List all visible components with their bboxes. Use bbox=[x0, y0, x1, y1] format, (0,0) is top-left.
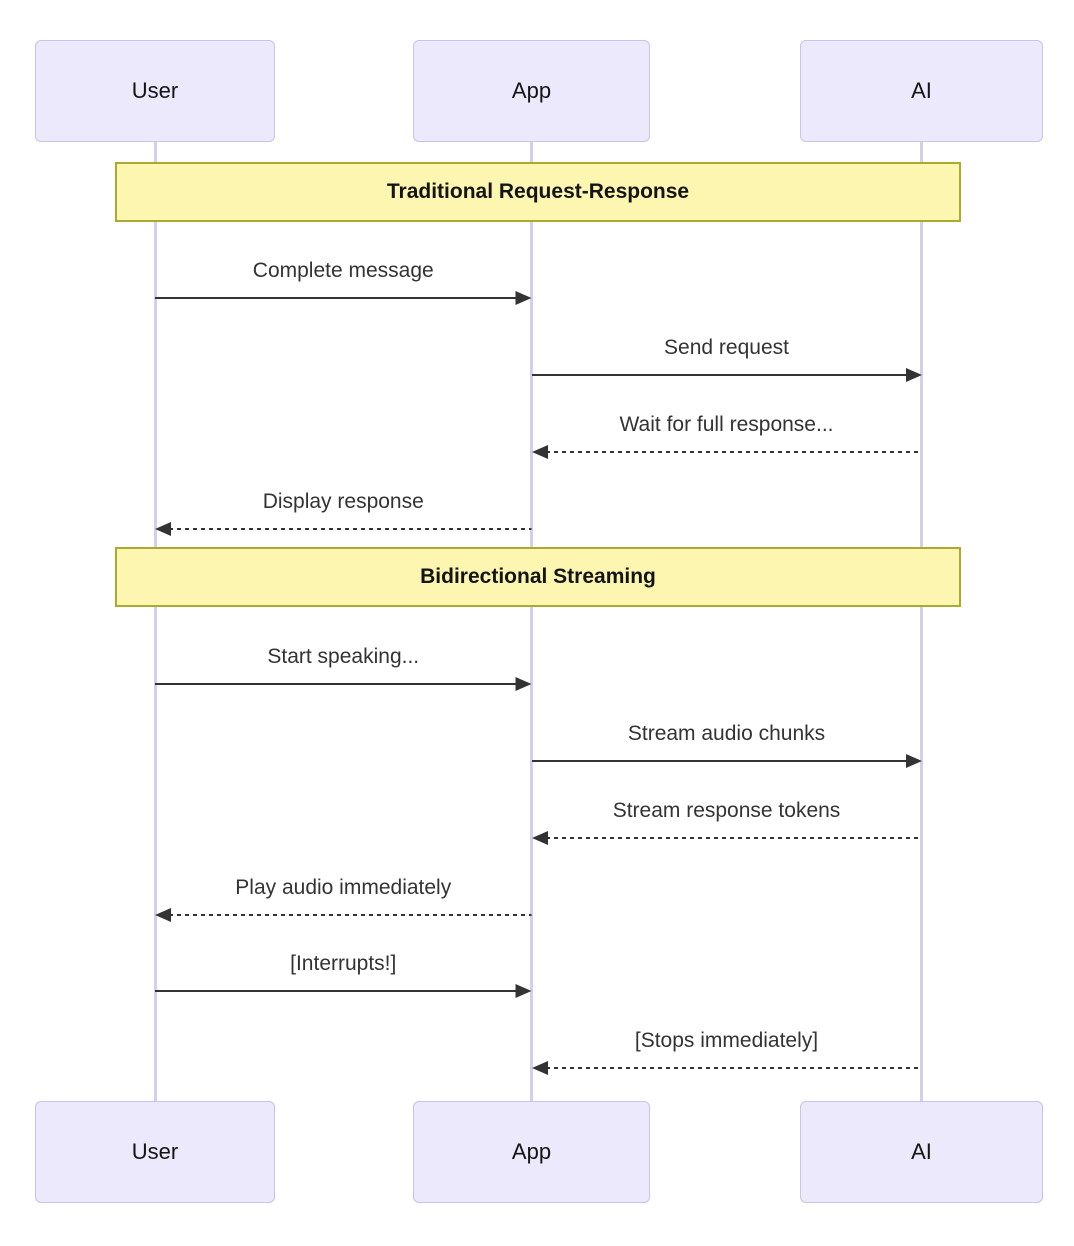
message-label: Display response bbox=[262, 490, 424, 513]
section-banner-1 bbox=[115, 547, 961, 607]
message-row bbox=[155, 485, 532, 539]
message-label: Stream audio chunks bbox=[627, 722, 826, 745]
message-row bbox=[532, 1024, 922, 1078]
actor-label: AI bbox=[911, 1139, 932, 1164]
message-row bbox=[155, 254, 532, 308]
message-row bbox=[155, 947, 532, 1001]
message-arrow-solid bbox=[532, 752, 922, 770]
actor-box-bottom-ai bbox=[800, 1101, 1043, 1203]
message-label: Play audio immediately bbox=[235, 876, 452, 899]
message-arrow-solid bbox=[155, 289, 532, 307]
message-row bbox=[532, 331, 922, 385]
message-label: Wait for full response... bbox=[619, 413, 834, 436]
message-row bbox=[532, 794, 922, 848]
actor-box-top-app bbox=[413, 40, 650, 142]
message-label: Stream response tokens bbox=[612, 799, 841, 822]
message-arrow-dashed bbox=[155, 520, 532, 538]
actor-box-top-ai bbox=[800, 40, 1043, 142]
message-label: Complete message bbox=[252, 259, 434, 282]
section-banner-label: Bidirectional Streaming bbox=[420, 565, 656, 588]
message-arrow-solid bbox=[155, 982, 532, 1000]
message-arrow-dashed bbox=[532, 443, 922, 461]
actor-label: User bbox=[131, 1139, 179, 1164]
message-row bbox=[155, 871, 532, 925]
actor-box-bottom-user bbox=[35, 1101, 275, 1203]
actor-box-top-user bbox=[35, 40, 275, 142]
lifeline-ai bbox=[920, 142, 923, 1101]
actor-label: User bbox=[131, 78, 179, 103]
message-arrow-dashed bbox=[532, 1059, 922, 1077]
message-row bbox=[532, 408, 922, 462]
section-banner-0 bbox=[115, 162, 961, 222]
message-arrow-solid bbox=[532, 366, 922, 384]
message-row bbox=[155, 640, 532, 694]
message-arrow-dashed bbox=[532, 829, 922, 847]
message-label: Start speaking... bbox=[267, 645, 420, 668]
actor-label: App bbox=[511, 1139, 552, 1164]
actor-label: App bbox=[511, 78, 552, 103]
message-row bbox=[532, 717, 922, 771]
actor-box-bottom-app bbox=[413, 1101, 650, 1203]
message-label: Send request bbox=[664, 336, 789, 359]
section-banner-label: Traditional Request-Response bbox=[386, 180, 690, 203]
actor-label: AI bbox=[911, 78, 932, 103]
message-arrow-solid bbox=[155, 675, 532, 693]
message-label: [Interrupts!] bbox=[290, 952, 397, 975]
message-arrow-dashed bbox=[155, 906, 532, 924]
message-label: [Stops immediately] bbox=[634, 1029, 819, 1052]
